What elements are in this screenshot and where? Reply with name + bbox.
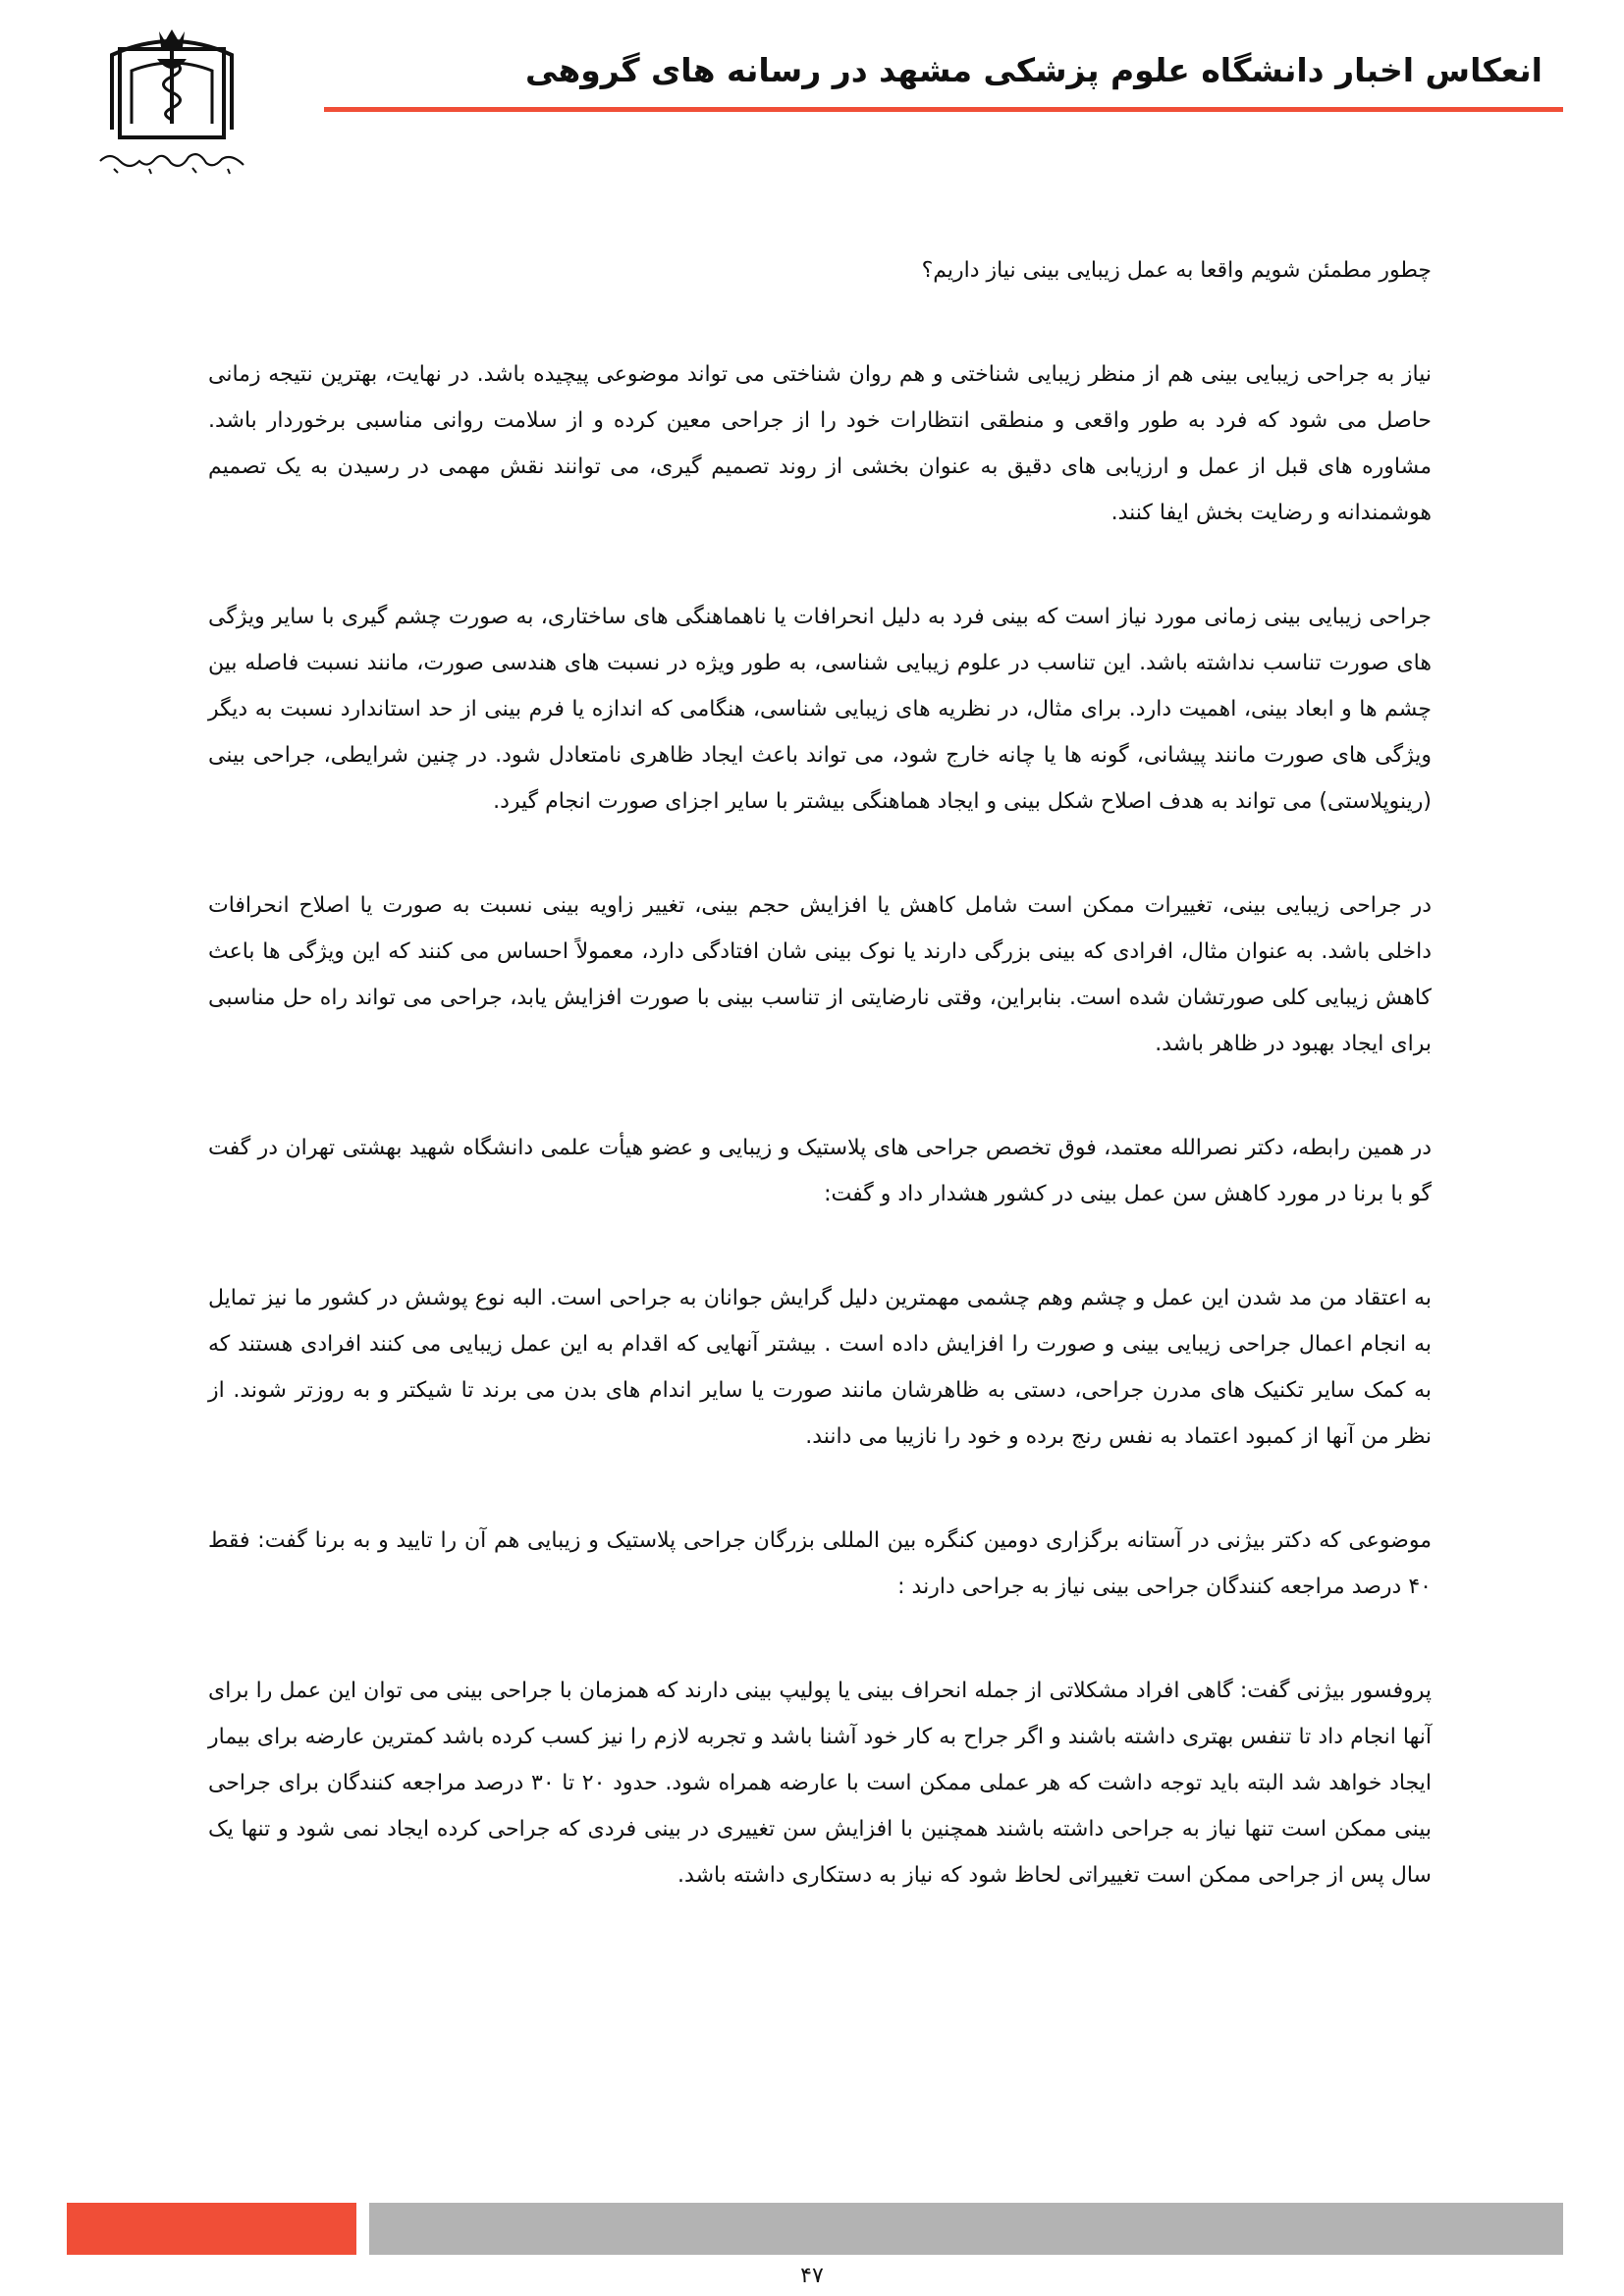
footer-bar xyxy=(369,2203,1563,2255)
article-paragraph: در همین رابطه، دکتر نصرالله معتمد، فوق تخصص جراحی های پلاستیک و زیبایی و عضو هیأت علمی دانشگاه شهید بهشتی تهران در گفت گو با برنا در مورد کاهش سن عمل بینی در کشور هشدار داد و گفت: xyxy=(208,1136,1432,1206)
university-logo xyxy=(90,22,253,179)
footer-accent-bar xyxy=(67,2203,356,2255)
article-paragraph: پروفسور بیژنی گفت: گاهی افراد مشکلاتی از جمله انحراف بینی یا پولیپ بینی دارند که همزمان با جراحی بینی می توان این عمل را برای آنها انجام داد تا تنفس بهتری داشته باشند و اگر جراح به کار خود آشنا باشد و تجربه لازم را نیز کسب کرده باشد کمترین عارضه برای بیمار ایجاد خواهد شد البته باید توجه داشت که هر عملی ممکن است با عارضه همراه شود. حدود ۲۰ تا ۳۰ درصد مراجعه کنندگان برای جراحی بینی ممکن است تنها نیاز به جراحی داشته باشند همچنین با افزایش سن تغییری در بینی فردی که جراحی کرده ایجاد نمی شود و تنها یک سال پس از جراحی ممکن است تغییراتی لحاظ شود که نیاز به دستکاری داشته باشد. xyxy=(208,1679,1433,1888)
article-paragraph: موضوعی که دکتر بیژنی در آستانه برگزاری دومین کنگره بین المللی بزرگان جراحی پلاستیک و زیبایی هم آن را تایید و به برنا گفت: فقط ۴۰ درصد مراجعه کنندگان جراحی بینی نیاز به جراحی دارند : xyxy=(208,1528,1432,1599)
document-header-title: انعکاس اخبار دانشگاه علوم پزشکی مشهد در رسانه های گروهی xyxy=(525,51,1543,89)
article-question: چطور مطمئن شویم واقعا به عمل زیبایی بینی نیاز داریم؟ xyxy=(921,258,1432,283)
article-paragraph: نیاز به جراحی زیبایی بینی هم از منظر زیبایی شناختی و هم روان شناختی می تواند موضوعی پیچیده باشد. در نهایت، بهترین نتیجه زمانی حاصل می شود که فرد به طور واقعی و منطقی انتظارات خود را از جراحی معین کرده و از سلامت روانی مناسبی برخوردار باشد. مشاوره های قبل از عمل و ارزیابی های دقیق به عنوان بخشی از روند تصمیم گیری، می توانند نقش مهمی در رسیدن به یک تصمیم هوشمندانه و رضایت بخش ایفا کنند. xyxy=(208,362,1432,525)
article-body xyxy=(208,247,1432,1956)
article-paragraph: جراحی زیبایی بینی زمانی مورد نیاز است که بینی فرد به دلیل انحرافات یا ناهماهنگی های ساختاری، به صورت چشم گیری با سایر ویژگی های صورت تناسب نداشته باشد. این تناسب در علوم زیبایی شناسی، به طور ویژه در نسبت های هندسی صورت، مانند نسبت فاصله بین چشم ها و ابعاد بینی، اهمیت دارد. برای مثال، در نظریه های زیبایی شناسی، هنگامی که اندازه یا فرم بینی از حد استاندارد نسبت به دیگر ویژگی های صورت مانند پیشانی، گونه ها یا چانه خارج شود، می تواند باعث ایجاد ظاهری نامتعادل شود. در چنین شرایطی، جراحی بینی (رینوپلاستی) می تواند به هدف اصلاح شکل بینی و ایجاد هماهنگی بیشتر با سایر اجزای صورت انجام گیرد. xyxy=(208,605,1432,814)
article-paragraph: به اعتقاد من مد شدن این عمل و چشم وهم چشمی مهمترین دلیل گرایش جوانان به جراحی است. البه نوع پوشش در کشور ما نیز تمایل به انجام اعمال جراحی زیبایی بینی و صورت را افزایش داده است . بیشتر آنهایی که اقدام به این عمل زیبایی می کنند افرادی هستند که به کمک سایر تکنیک های مدرن جراحی، دستی به ظاهرشان مانند صورت یا سایر اندام های بدن می برند تا شیکتر و به روزتر شوند. از نظر من آنها از کمبود اعتماد به نفس رنج برده و خود را نازیبا می دانند. xyxy=(208,1286,1432,1449)
page-number: ۴۷ xyxy=(800,2264,824,2288)
article-paragraph: در جراحی زیبایی بینی، تغییرات ممکن است شامل کاهش یا افزایش حجم بینی، تغییر زاویه بینی نسبت به صورت یا اصلاح انحرافات داخلی باشد. به عنوان مثال، افرادی که بینی بزرگی دارند یا نوک بینی شان افتادگی دارد، معمولاً احساس می کنند که این ویژگی ها باعث کاهش زیبایی کلی صورتشان شده است. بنابراین، وقتی نارضایتی از تناسب بینی با صورت افزایش یابد، جراحی می تواند راه حل مناسبی برای ایجاد بهبود در ظاهر باشد. xyxy=(208,893,1432,1056)
logo-calligraphy-signature xyxy=(90,147,253,177)
header-divider xyxy=(324,107,1563,112)
